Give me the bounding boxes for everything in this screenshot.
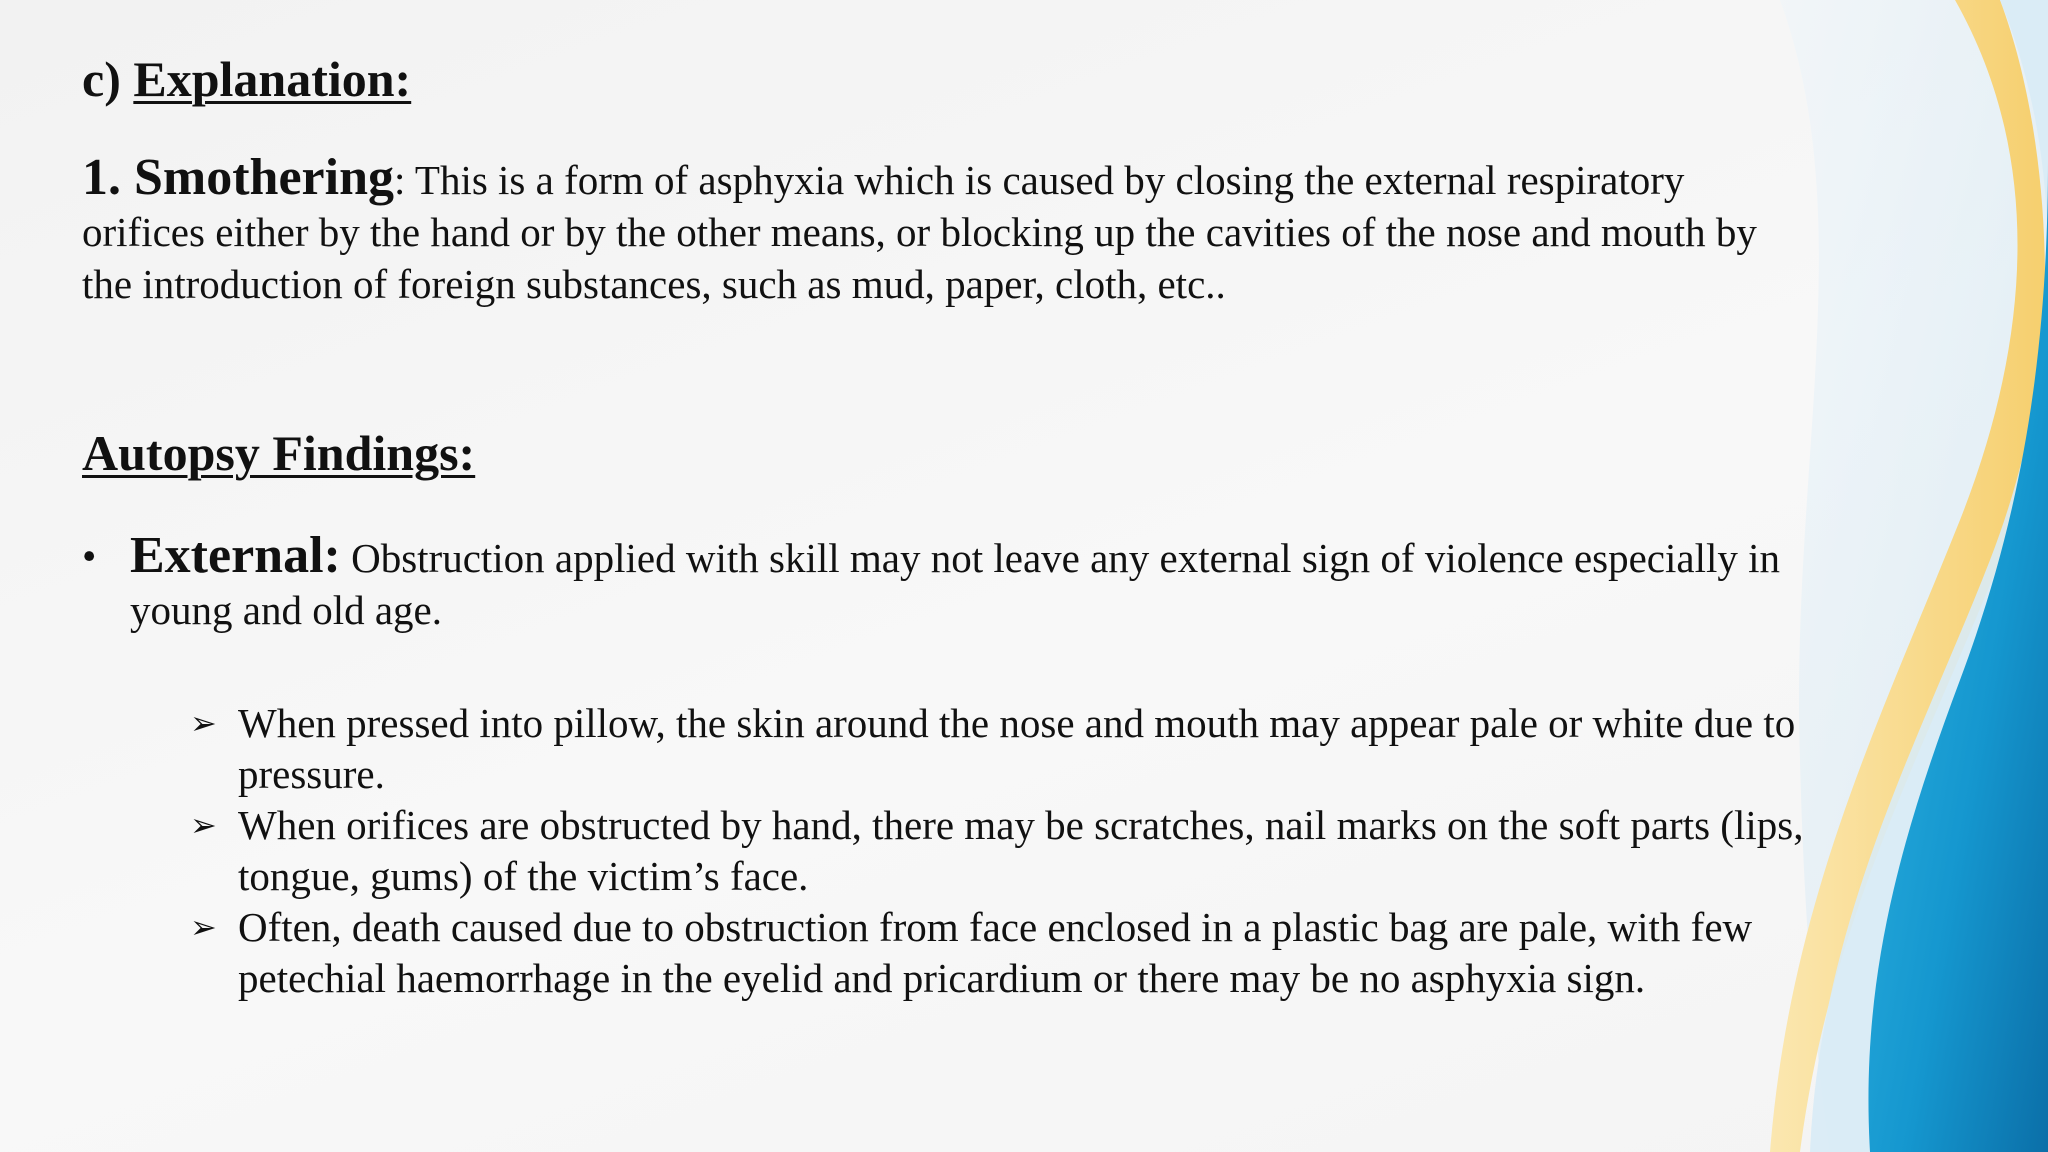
external-text-block [130,527,1782,636]
list-item [190,800,1870,902]
arrow-bullet-icon: ➢ [190,704,217,742]
arrow-bullet-icon: ➢ [190,908,217,946]
external-bullet [82,527,1782,636]
list-item [190,902,1870,1004]
list-item [190,698,1870,800]
section-prefix: c) [82,51,134,107]
arrow-bullet-icon: ➢ [190,806,217,844]
section-title: Explanation: [133,51,412,107]
sub-point-text: When pressed into pillow, the skin around the nose and mouth may appear pale or white due to pressure. [238,700,1796,797]
sub-point-text: When orifices are obstructed by hand, there may be scratches, nail marks on the soft parts (lips, tongue, gums) of the victim’s face. [238,802,1804,899]
sub-point-text: Often, death caused due to obstruction from face enclosed in a plastic bag are pale, with few petechial haemorrhage in the eyelid and pricardium or there may be no asphyxia sign. [238,904,1753,1001]
external-lead: External: [130,527,341,584]
smothering-text: : This is a form of asphyxia which is caused by closing the external respiratory orifices either by the hand or by the other means, or blocking up the cavities of the nose and mouth by the introduction of foreign substances, such as mud, paper, cloth, etc.. [82,157,1757,307]
external-text: Obstruction applied with skill may not leave any external sign of violence especially in young and old age. [130,535,1781,633]
sub-point-list [190,698,1870,1004]
bullet-marker: • [82,533,97,579]
smothering-paragraph [82,149,1782,310]
smothering-lead: 1. Smothering [82,149,394,206]
section-heading [82,50,411,108]
autopsy-heading: Autopsy Findings: [82,425,476,481]
